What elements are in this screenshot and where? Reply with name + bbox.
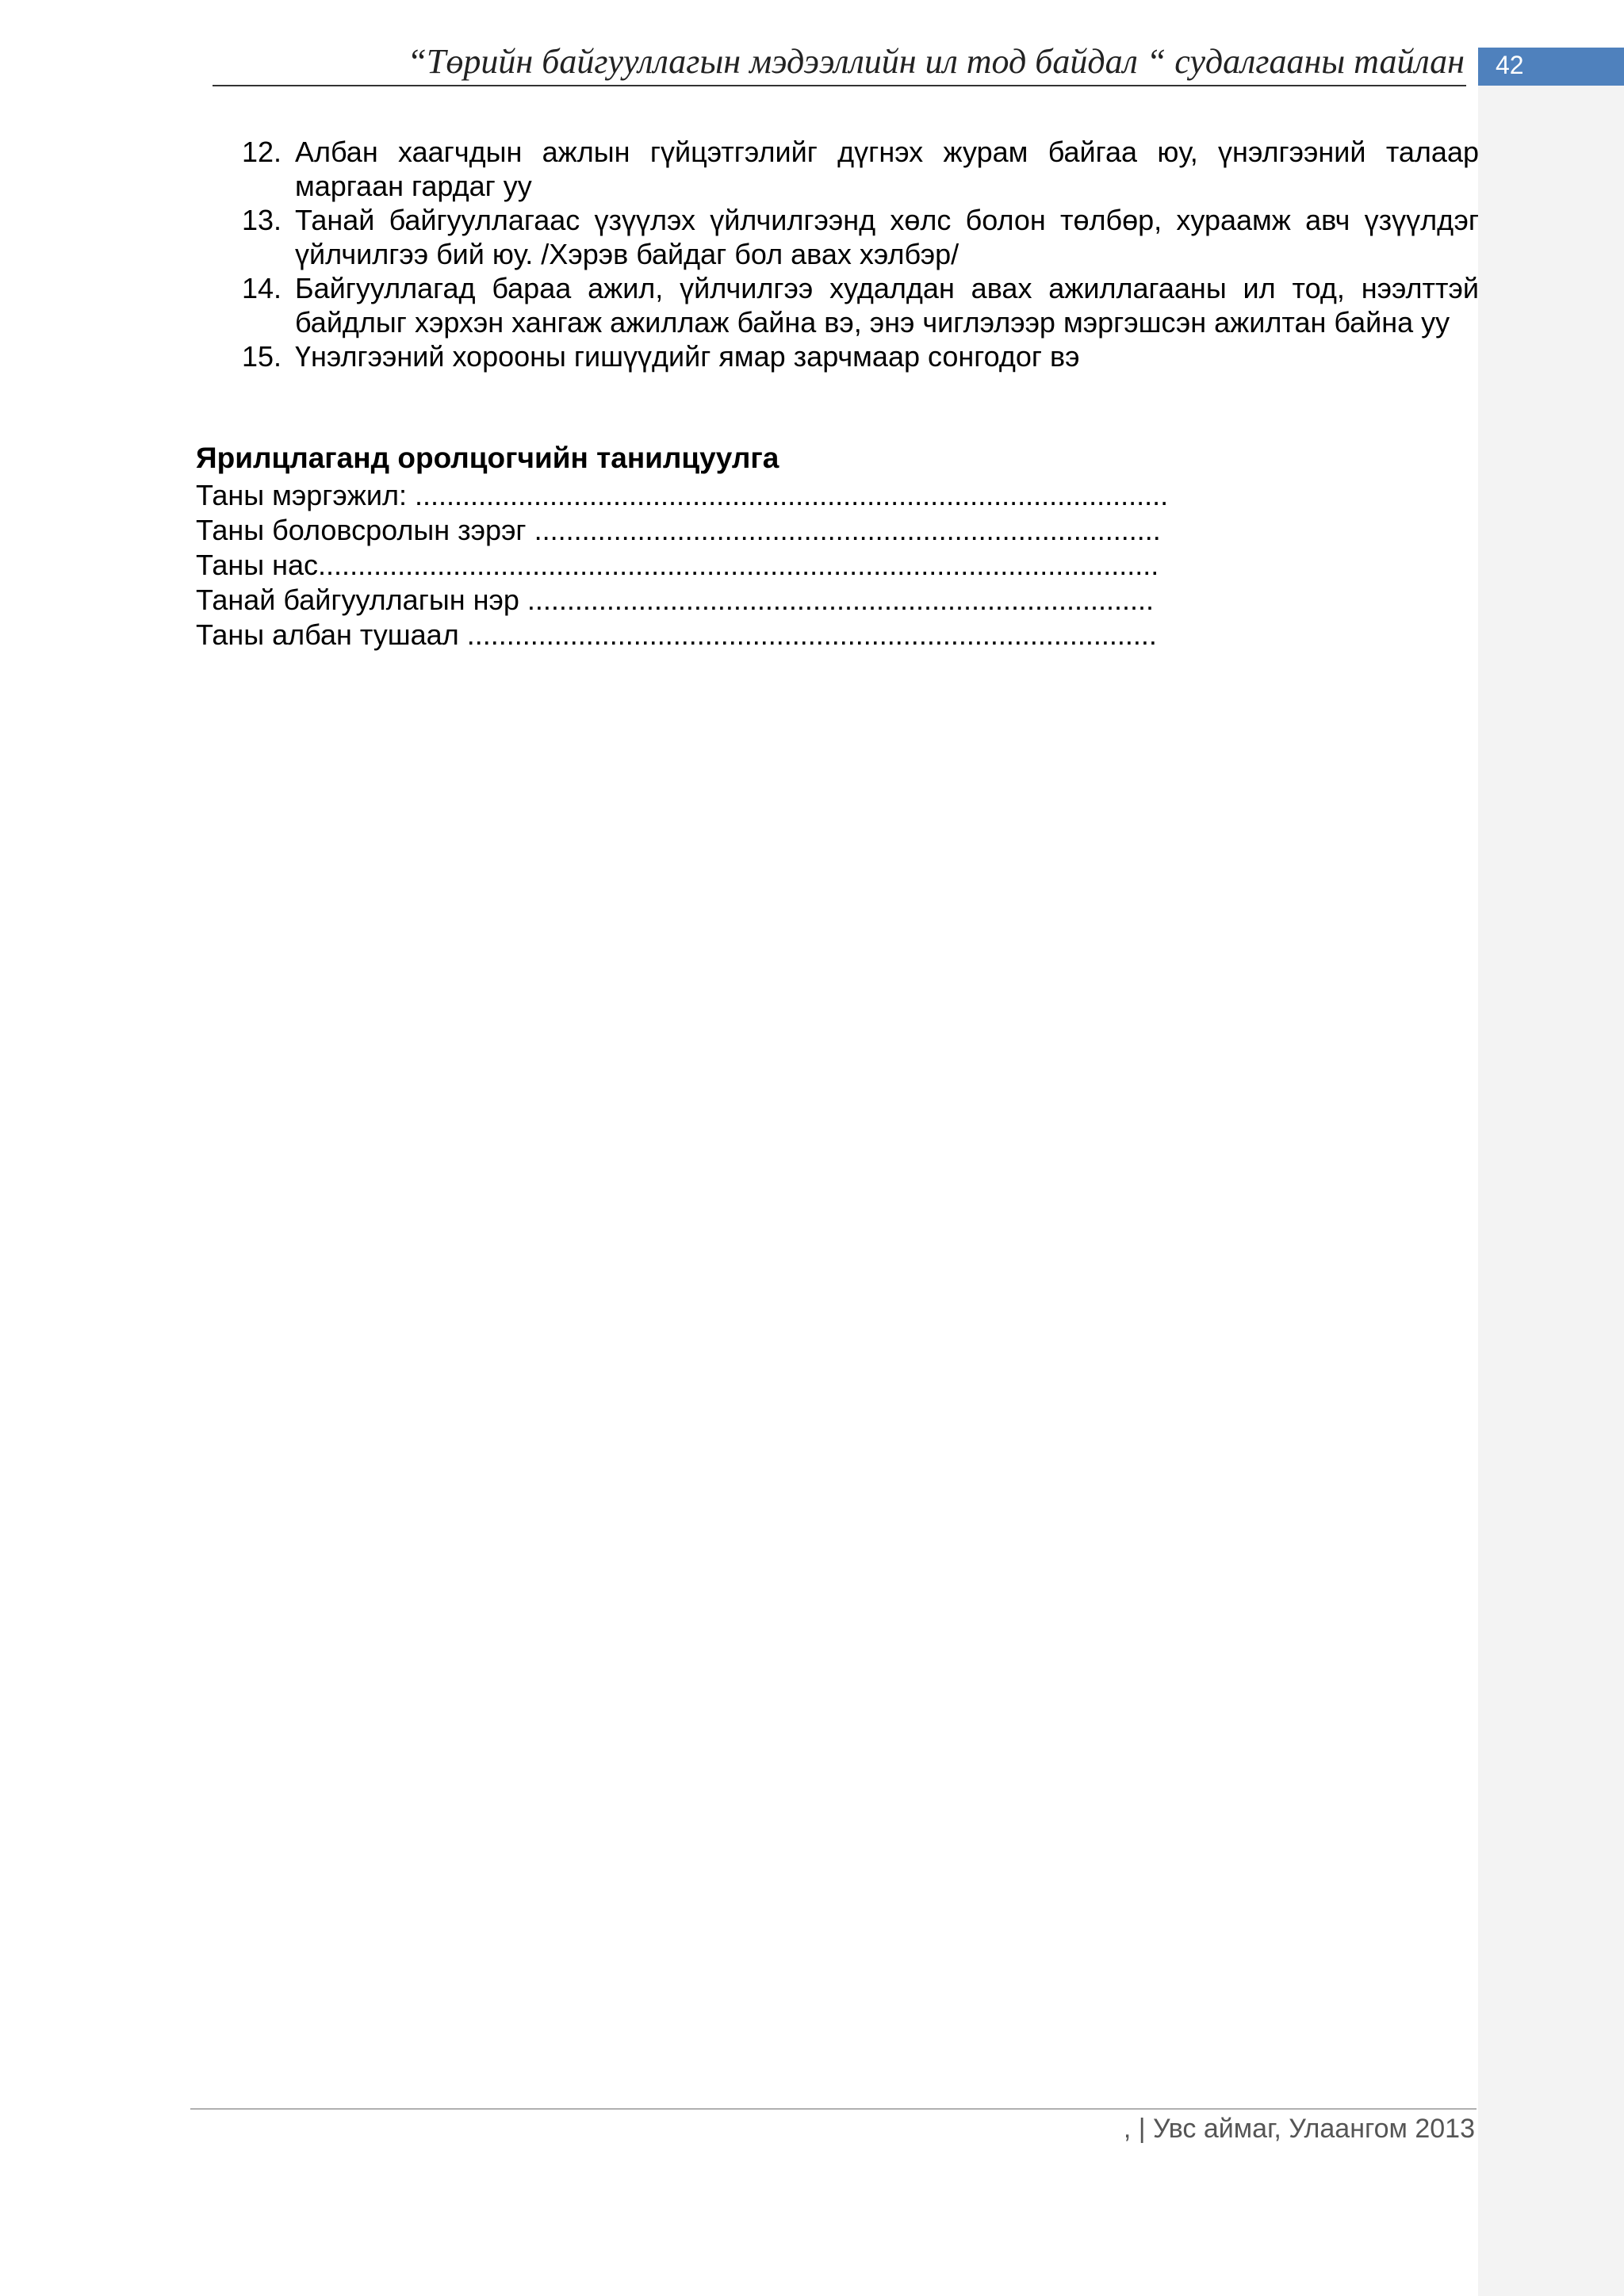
question-item <box>242 339 1479 373</box>
question-text: Албан хаагчдын ажлын гүйцэтгэлийг дүгнэх журам байгаа юу, үнэлгээний талаар маргаан гардаг уу <box>295 136 1479 202</box>
page-number: 42 <box>1496 51 1524 79</box>
question-number: 15. <box>242 340 282 373</box>
right-margin-shade <box>1478 86 1624 2296</box>
header-rule <box>213 85 1466 86</box>
question-item <box>242 135 1479 203</box>
footer-rule <box>190 2108 1477 2110</box>
question-text: Танай байгууллагаас үзүүлэх үйлчилгээнд хөлс болон төлбөр, хураамж авч үзүүлдэг үйлчилгээ бий юу. /Хэрэв байдаг бол авах хэлбэр/ <box>295 204 1479 270</box>
profile-section-title: Ярилцлаганд оролцогчийн танилцуулга <box>196 442 779 474</box>
footer-text: , | Увс аймаг, Улаангом 2013 <box>1123 2114 1475 2144</box>
question-list <box>242 135 1479 373</box>
question-number: 13. <box>242 204 282 236</box>
profile-field-organization: Танай байгууллагын нэр ............................................................................... <box>196 584 1155 616</box>
profile-field-profession: Таны мэргэжил: ............................................................................................... <box>196 479 1169 511</box>
question-text: Үнэлгээний хорооны гишүүдийг ямар зарчмаар сонгодог вэ <box>295 340 1080 373</box>
question-number: 12. <box>242 136 282 168</box>
page-number-badge <box>1478 48 1624 86</box>
question-number: 14. <box>242 272 282 304</box>
profile-field-position: Таны албан тушаал ....................................................................................... <box>196 618 1157 651</box>
profile-field-education: Таны боловсролын зэрэг ............................................................................... <box>196 514 1161 546</box>
question-item <box>242 271 1479 339</box>
running-header-title: “Төрийн байгууллагын мэдээллийн ил тод байдал “ судалгааны тайлан <box>407 42 1465 81</box>
question-text: Байгууллагад бараа ажил, үйлчилгээ худалдан авах ажиллагааны ил тод, нээлттэй байдлыг хэрхэн хангаж ажиллаж байна вэ, энэ чиглэлээр мэргэшсэн ажилтан байна уу <box>295 272 1479 339</box>
profile-field-age: Таны нас.......................................................................................................... <box>196 549 1159 581</box>
question-item <box>242 203 1479 271</box>
profile-field-list <box>196 478 1168 652</box>
